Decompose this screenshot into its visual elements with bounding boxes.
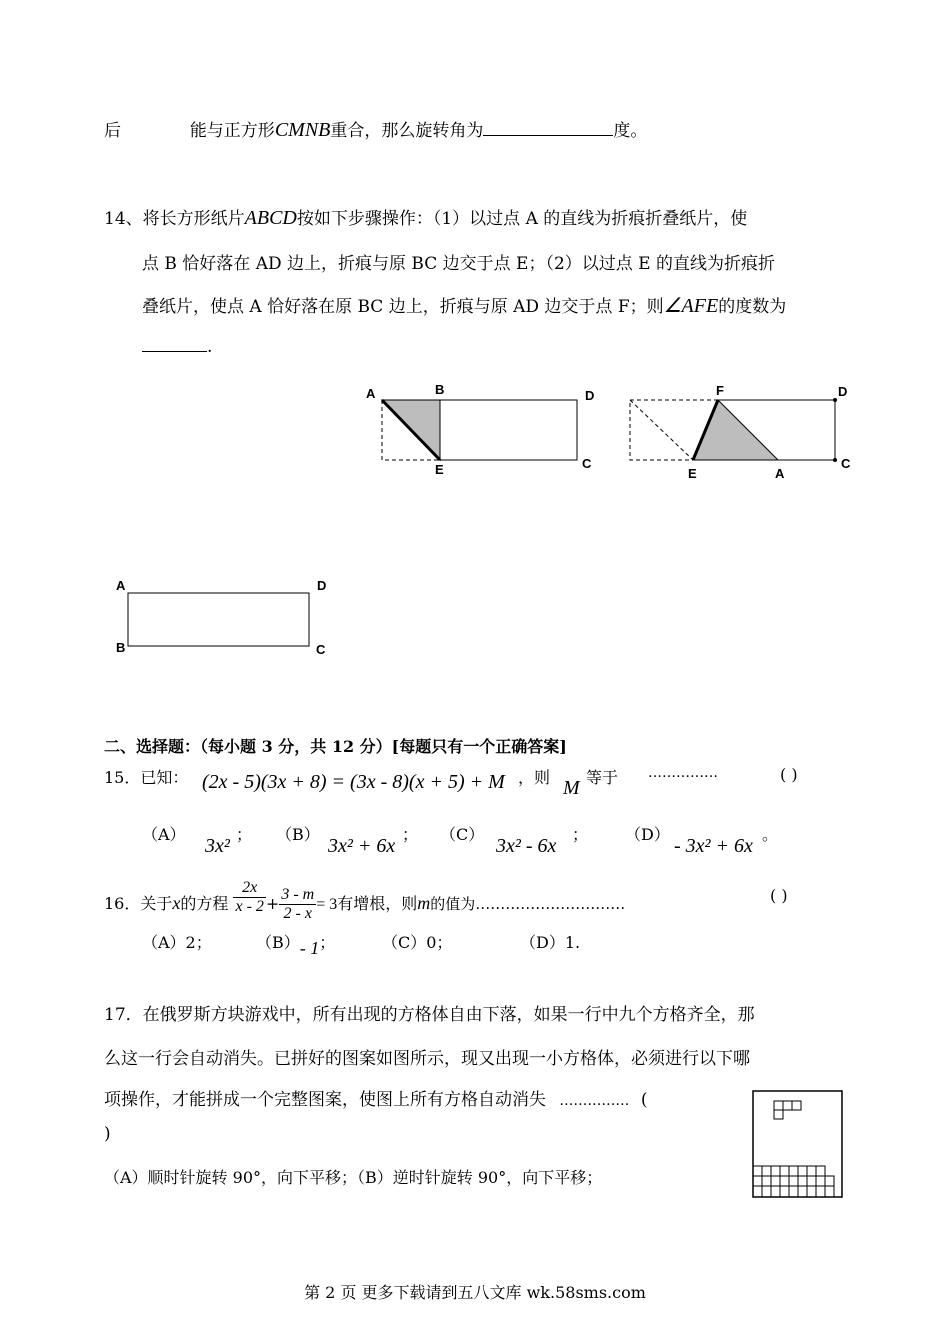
q17-options: （A）顺时针旋转 90°，向下平移；（B）逆时针旋转 90°，向下平移；: [104, 1168, 603, 1187]
tetris-cell: [780, 1186, 789, 1197]
q14-number: 14、: [104, 209, 143, 229]
q15-var: M: [563, 777, 580, 799]
fig2-dot-d: [833, 398, 837, 402]
q16-var-m: m: [417, 893, 431, 913]
fig3-label-d: D: [317, 578, 327, 593]
q16-option-b-sep: ；: [319, 933, 336, 952]
figure-1: [360, 380, 610, 480]
figure-3: [110, 574, 340, 664]
tetris-cell: [789, 1186, 798, 1197]
tetris-stack: [753, 1166, 834, 1197]
q15-option-d-expr: - 3x² + 6x: [674, 835, 753, 857]
tetris-falling-piece: [774, 1101, 801, 1119]
tetris-cell: [753, 1176, 762, 1186]
tetris-cell: [771, 1186, 780, 1197]
q16-fraction-2: [279, 886, 316, 923]
tetris-cell: [762, 1176, 771, 1186]
q16-text3: 的值为…………………………: [430, 895, 626, 913]
fig2-label-e: E: [688, 466, 697, 481]
tetris-cell: [783, 1101, 792, 1110]
q15-paren[interactable]: ( ): [780, 765, 798, 784]
q17-paren-open[interactable]: (: [640, 1090, 648, 1110]
q14-angle: ∠AFE: [663, 295, 719, 317]
page-footer: 第 2 页 更多下载请到五八文库 wk.58sms.com: [304, 1283, 646, 1302]
fig1-rectangle: [440, 400, 577, 460]
fig3-label-a: A: [116, 578, 126, 593]
q15-option-b-label[interactable]: （B）: [276, 825, 320, 844]
tetris-cell: [816, 1186, 825, 1197]
q14-line1: [104, 204, 747, 230]
fig1-label-b: B: [435, 382, 445, 397]
tetris-cell: [753, 1186, 762, 1197]
q15-option-c-sep: ；: [572, 825, 589, 844]
tetris-cell: [807, 1166, 816, 1176]
q17-dots: ……………: [559, 1093, 630, 1109]
q15-equation: (2x - 5)(3x + 8) = (3x - 8)(x + 5) + M: [202, 771, 505, 793]
q16-frac1-num: 2x: [233, 879, 265, 898]
q13-middle: 能与正方形: [189, 121, 275, 141]
fig2-label-a: A: [775, 466, 785, 481]
q16-option-c[interactable]: （C）0；: [382, 933, 453, 952]
q15-option-b-sep: ；: [402, 825, 419, 844]
q16-fraction-1: [233, 879, 265, 916]
q16-paren[interactable]: ( ): [770, 886, 788, 905]
tetris-figure: [752, 1090, 844, 1200]
q16-line: [104, 879, 626, 923]
q16-option-a[interactable]: （A）2；: [142, 933, 212, 952]
tetris-cell: [789, 1176, 798, 1186]
q16-plus: +: [265, 894, 280, 913]
q17-line3: [104, 1085, 647, 1110]
tetris-cell: [753, 1166, 762, 1176]
q16-number: 16．关于: [104, 894, 173, 913]
q15-comma: ，则: [518, 768, 551, 787]
q14-line3a: 叠纸片，使点 A 恰好落在原 BC 边上，折痕与原 AD 边交于点 F；则: [142, 297, 664, 317]
q16-frac2-num: 3 - m: [281, 886, 315, 903]
tetris-cell: [774, 1110, 783, 1119]
fig2-label-d: D: [838, 384, 848, 399]
q14-line3b: 的度数为: [718, 297, 787, 317]
q14-line1a: 将长方形纸片: [142, 209, 245, 229]
q13-suffix: 重合，那么旋转角为: [330, 121, 484, 141]
q16-frac1-den: x - 2: [235, 898, 264, 915]
q16-option-b-value: - 1: [299, 938, 320, 958]
q16-option-b[interactable]: [256, 930, 336, 958]
q14-answer-blank[interactable]: [142, 351, 207, 352]
q13-shape: CMNB: [274, 119, 331, 141]
q15-option-b-expr: 3x² + 6x: [328, 835, 396, 857]
q15-dots: ……………: [648, 765, 718, 781]
tetris-cell: [771, 1176, 780, 1186]
q16-text1: 的方程: [180, 894, 229, 913]
tetris-cell: [792, 1101, 801, 1110]
q14-line2: 点 B 恰好落在 AD 边上，折痕与原 BC 边交于点 E；（2）以过点 E 的直线为折痕折: [142, 254, 775, 274]
q14-answer-line: [142, 337, 212, 357]
q15-option-a-expr: 3x²: [205, 835, 230, 857]
tetris-cell: [816, 1176, 825, 1186]
tetris-cell: [780, 1166, 789, 1176]
q13-prefix: 后: [104, 121, 121, 141]
fig1-label-e: E: [435, 462, 444, 477]
tetris-cell: [807, 1176, 816, 1186]
tetris-cell: [771, 1166, 780, 1176]
tetris-cell: [762, 1186, 771, 1197]
q15-option-d-sep: 。: [762, 825, 779, 844]
q15-number: 15．已知：: [104, 768, 189, 787]
q13-answer-blank[interactable]: [483, 135, 613, 136]
tetris-cell: [807, 1186, 816, 1197]
q14-end: .: [207, 337, 213, 357]
fig2-label-f: F: [716, 383, 724, 398]
q16-equals: = 3: [316, 896, 338, 913]
tetris-cell: [789, 1166, 798, 1176]
q17-line2: 么这一行会自动消失。已拼好的图案如图所示，现又出现一小方格体，必须进行以下哪: [104, 1049, 750, 1069]
tetris-cell: [798, 1176, 807, 1186]
q16-frac2-den: 2 - x: [283, 905, 312, 922]
q15-option-c-expr: 3x² - 6x: [496, 835, 557, 857]
tetris-cell: [774, 1101, 783, 1110]
q17-line1: 17．在俄罗斯方块游戏中，所有出现的方格体自由下落，如果一行中九个方格齐全，那: [104, 1005, 755, 1025]
tetris-cell: [762, 1166, 771, 1176]
q15-option-c-label[interactable]: （C）: [440, 825, 485, 844]
tetris-cell: [798, 1186, 807, 1197]
fig3-label-b: B: [116, 640, 126, 655]
tetris-cell: [816, 1166, 825, 1176]
tetris-cell: [780, 1176, 789, 1186]
fig1-label-d: D: [585, 388, 595, 403]
q17-paren-close[interactable]: ): [104, 1124, 111, 1144]
tetris-cell: [798, 1166, 807, 1176]
q14-line3: [142, 292, 786, 318]
tetris-cell: [825, 1176, 834, 1186]
q15-option-d-label[interactable]: （D）: [625, 825, 670, 844]
fig3-rectangle: [128, 593, 309, 646]
q16-option-d[interactable]: （D）1.: [520, 933, 581, 952]
q14-rect: ABCD: [244, 207, 297, 229]
q15-tail: 等于: [586, 768, 619, 787]
q15-option-a-label[interactable]: （A）: [142, 825, 186, 844]
figure-2: [620, 380, 860, 485]
q16-var-x: x: [172, 893, 181, 913]
fig3-label-c: C: [316, 642, 326, 657]
fig2-dot-c: [833, 458, 837, 462]
fig1-label-a: A: [366, 386, 376, 401]
fig2-dashed-diagonal: [630, 400, 693, 460]
section-2-title: 二、选择题：（每小题 3 分，共 12 分）[每题只有一个正确答案]: [104, 737, 567, 756]
q16-text2: 有增根，则: [337, 894, 418, 913]
q16-option-b-label: （B）: [256, 933, 300, 952]
q13-tail-line: [104, 116, 647, 142]
fig1-label-c: C: [582, 456, 592, 471]
tetris-cell: [825, 1186, 834, 1197]
fig2-label-c: C: [841, 456, 851, 471]
q15-option-a-sep: ；: [236, 825, 253, 844]
q17-line3-text: 项操作，才能拼成一个完整图案，使图上所有方格自动消失: [104, 1090, 546, 1110]
q13-unit: 度。: [613, 121, 648, 141]
q14-line1b: 按如下步骤操作：（1）以过点 A 的直线为折痕折叠纸片，使: [296, 209, 748, 229]
